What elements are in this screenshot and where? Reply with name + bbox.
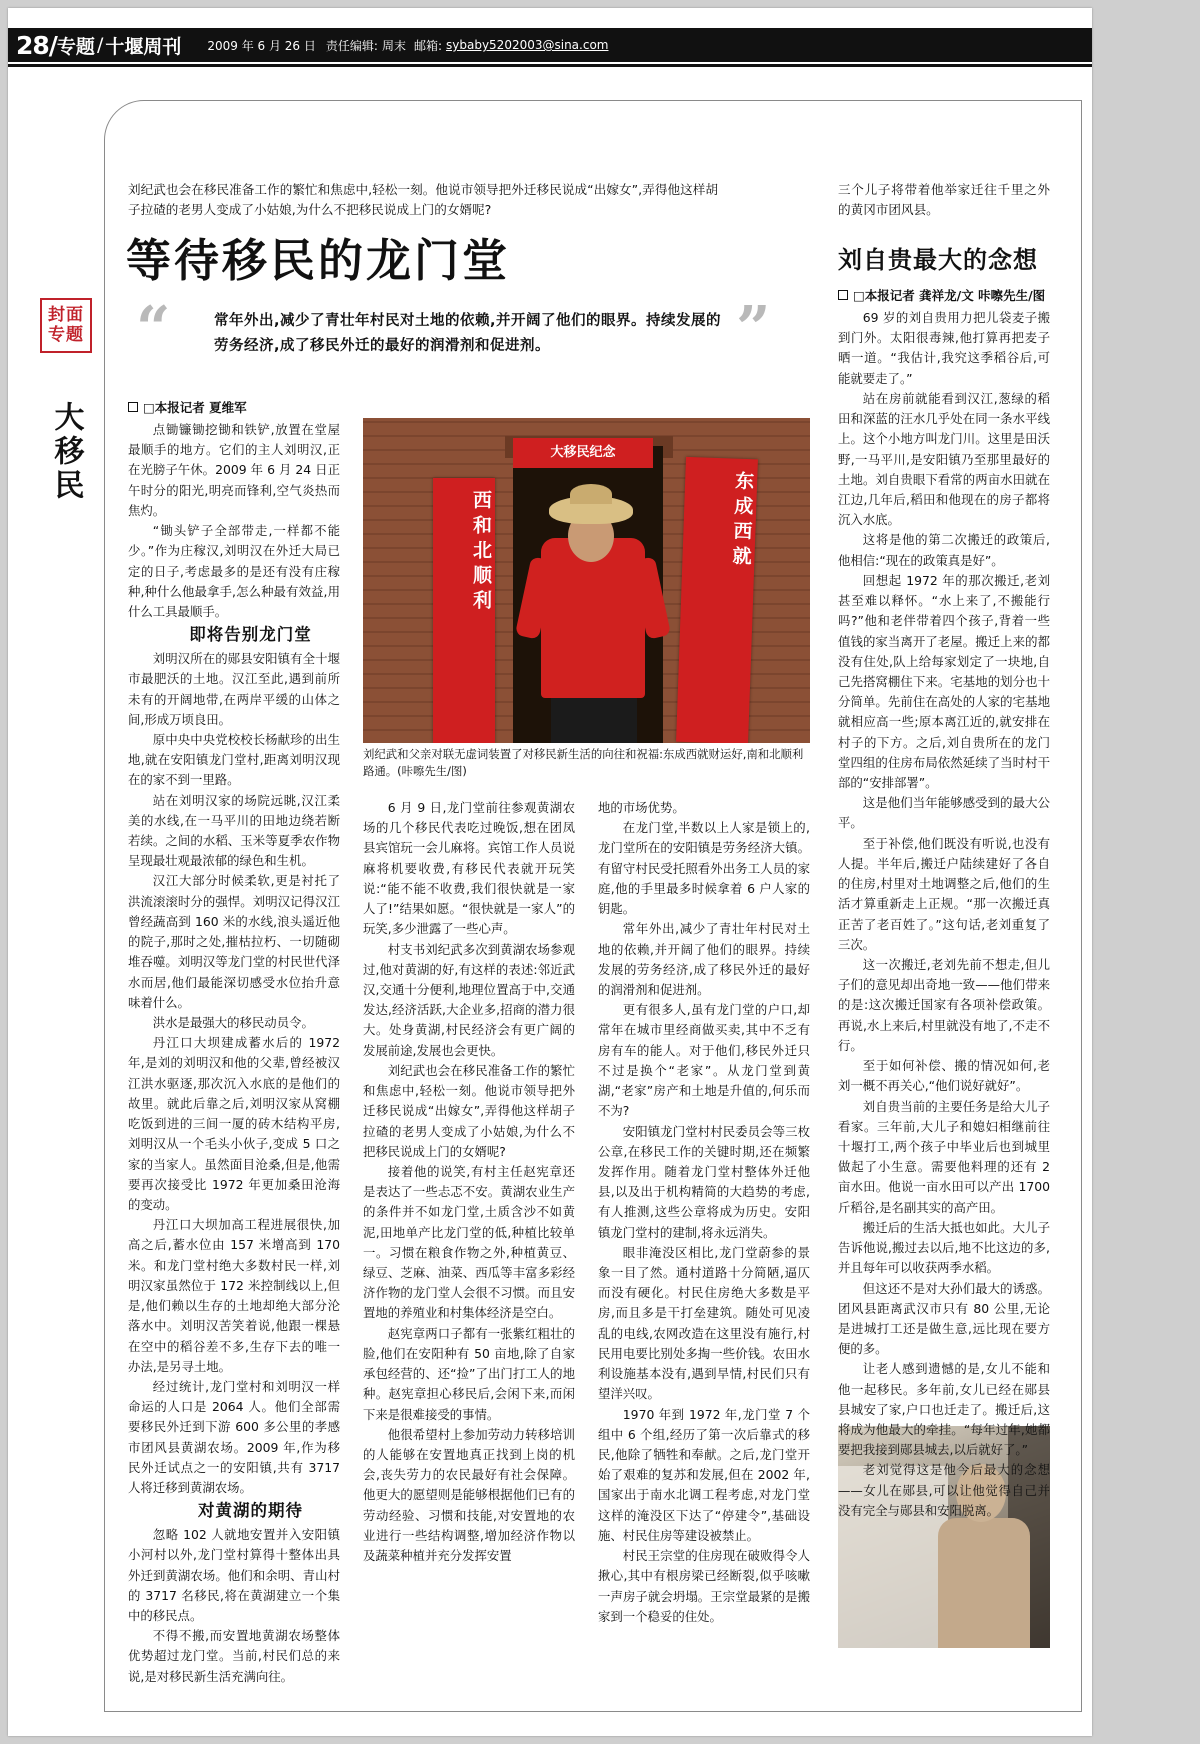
paragraph: 安阳镇龙门堂村村民委员会等三枚公章,在移民工作的关键时期,还在频繁发挥作用。随着龙门堂村整体外迁他县,以及出于机构精简的大趋势的考虑,有人推测,这些公章将成为历史。安阳镇龙门堂村的建制,将永远消失。 [598, 1123, 810, 1240]
paragraph: 汉江大部分时候柔软,更是衬托了洪流滚滚时分的强悍。刘明汉记得汉江曾经蔬高到 160 米的水线,浪头遥近他的院子,那时之处,摧枯拉朽、一切随砌堆吞噬。刘明汉等龙门堂的村民世代泽水而居,他们最能深切感受水位抬升意味着什么。 [128, 873, 340, 1010]
paragraph: 接着他的说笑,有村主任赵宪章还是表达了一些忐忑不安。黄湖农业生产的条件并不如龙门堂,土质含沙不如黄泥,田地单产比龙门堂的低,种植比较单一。习惯在粮食作物之外,种植黄豆、绿豆、芝麻、油菜、西瓜等丰富多彩经济作物的龙门堂人会很不习惯。而且安置地的养殖业和村集体经济是空白。 [363, 1163, 575, 1321]
paragraph: 但这还不是对大孙们最大的诱惑。团风县距离武汉市只有 80 公里,无论是进城打工还是做生意,远比现在要方便的多。 [838, 1280, 1050, 1357]
paragraph: 丹江口大坝加高工程进展很快,加高之后,蓄水位由 157 米增高到 170 米。和龙门堂村绝大多数村民一样,刘明汉家虽然位于 172 米控制线以上,但是,他们赖以生存的土地却绝大部分沦落水中。刘明汉苦笑着说,他跟一棵悬在空中的稻谷差不多,生存下去的唯一办法,是另寻土地。 [128, 1217, 340, 1374]
paragraph: 站在刘明汉家的场院远眺,汉江柔美的水线,在一马平川的田地边绕若断若续。之间的水稻、玉米等夏季农作物呈现最壮观最浓郁的绿色和生机。 [128, 792, 340, 869]
masthead-separator: / [96, 34, 104, 56]
paragraph: 地的市场优势。 [598, 800, 685, 815]
quote-open-icon: “ [136, 294, 171, 364]
paragraph: 让老人感到遗憾的是,女儿不能和他一起移民。多年前,女儿已经在郧县县城安了家,户口也迁走了。搬迁后,这将成为他最大的牵挂。“每年过年,她都要把我接到郧县城去,以后就好了。” [838, 1361, 1050, 1458]
paragraph: 这是他们当年能够感受到的最大公平。 [838, 795, 1050, 831]
secondary-photo-person-body [938, 1518, 1030, 1648]
paragraph: 在龙门堂,半数以上人家是锁上的,龙门堂所在的安阳镇是劳务经济大镇。有留守村民受托照看外出务工人员的家庭,他的手里最多时候拿着 6 户人家的钥匙。 [598, 820, 810, 917]
subheading-1: 即将告别龙门堂 [189, 625, 312, 645]
section-name: 专题 [56, 35, 95, 58]
paragraph: 站在房前就能看到汉江,葱绿的稻田和深蓝的汪水几乎处在同一条水平线上。这个小地方叫龙门川。这里是田沃野,一马平川,是安阳镇乃至那里最好的土地。刘自贵眼下看常的两亩水田就在江边,几年后,稻田和他现在的房子都将沉入水底。 [838, 390, 1050, 528]
paragraph: 洪水是最强大的移民动员令。 [152, 1015, 314, 1031]
byline-marker-icon [128, 402, 138, 412]
body-column-2 [363, 798, 575, 1566]
body-column-4 [838, 308, 1050, 1521]
byline-right-text: □本报记者 龚祥龙/文 咔嚓先生/图 [853, 288, 1046, 303]
issue-date: 2009 年 6 月 26 日 [207, 38, 316, 53]
mail-label: 邮箱: [413, 38, 442, 53]
main-photo-caption: 刘纪武和父亲对联无虚词装置了对移民新生活的向往和祝福:东成西就财运好,南和北顺利路通。(咔嚓先生/图) [363, 747, 804, 778]
paragraph: 他很希望村上参加劳动力转移培训的人能够在安置地真正找到上岗的机会,丧失劳力的农民最好有社会保障。他更大的愿望则是能够根据他们已有的劳动经验、习惯和技能,对安置地的农业进行一些结构调整,增加经济作物以及蔬菜种植并充分发挥安置 [363, 1426, 575, 1564]
paragraph: 1970 年到 1972 年,龙门堂 7 个组中 6 个组,经历了第一次后靠式的移民,他除了牺牲和奉献。之后,龙门堂开始了艰难的复苏和发展,但在 2002 年,国家出于南水北调工程考虑,对龙门堂这样的淹没区下达了“停建令”,基础设施、村民住房等建设被禁止。 [598, 1406, 810, 1543]
paragraph: 不得不搬,而安置地黄湖农场整体优势超过龙门堂。当前,村民们总的来说,是对移民新生活充满向往。 [128, 1628, 340, 1684]
cover-topic-box: 封面专题 [40, 298, 92, 353]
paragraph: 刘自贵当前的主要任务是给大儿子看家。三年前,大儿子和媳妇相继前往十堰打工,两个孩子中毕业后也到城里做起了小生意。需要他料理的还有 2 亩水田。他说一亩水田可以产出 1700 斤稻谷,是名副其实的高产田。 [838, 1098, 1050, 1215]
paragraph: 丹江口大坝建成蓄水后的 1972 年,是刘的刘明汉和他的父辈,曾经被汉江洪水驱逐,那次沉入水底的是他们的故里。就此后靠之后,刘明汉家从窝棚吃饭到进的三间一厦的砖木结构平房,刘明汉从一个毛头小伙子,变成 5 口之家的当家人。虽然面目沧桑,但是,他需要再次接受比 1972 年更加桑田沧海的变动。 [128, 1035, 340, 1212]
right-article-lead: 三个儿子将带着他举家迁往千里之外的黄冈市团风县。 [838, 182, 1050, 218]
paragraph: 这将是他的第二次搬迁的政策后,他相信:“现在的政策真是好”。 [838, 532, 1050, 568]
paragraph: 刘明汉所在的郧县安阳镇有全十堰市最肥沃的土地。汉江至此,遇到前所未有的开阔地带,在两岸平缓的山体之间,形成万顷良田。 [128, 651, 340, 727]
cover-topic-label [36, 298, 96, 537]
quote-close-icon: ” [736, 294, 771, 364]
byline-right [838, 286, 1045, 304]
page-number: 28/ [16, 30, 57, 60]
paragraph: 这一次搬迁,老刘先前不想走,但儿子们的意见却出奇地一致——他们带来的是:这次搬迁国家有各项补偿政策。再说,水上来后,村里就没有地了,不走不行。 [838, 957, 1050, 1053]
body-column-3 [598, 798, 810, 1627]
paragraph: 至于如何补偿、搬的情况如何,老刘一概不再关心,“他们说好就好”。 [838, 1058, 1050, 1094]
paragraph: 69 岁的刘自贵用力把儿袋麦子搬到门外。太阳很毒辣,他打算再把麦子晒一道。“我估计,我究这季稻谷后,可能就要走了。” [838, 310, 1050, 386]
pull-quote [136, 294, 786, 373]
photo-banner-top-text: 大移民纪念 [550, 445, 616, 460]
editor-name: 周末 [381, 38, 406, 53]
article-lead: 刘纪武也会在移民准备工作的繁忙和焦虑中,轻松一刻。他说市领导把外迁移民说成“出嫁女”,弄得他这样胡子拉碴的老男人变成了小姑娘,为什么不把移民说成上门的女婿呢? [128, 182, 718, 218]
photo-banner-left-text: 西和北顺利 [470, 490, 492, 615]
photo-banner-left [433, 478, 495, 743]
paragraph: 原中央中央党校校长杨献珍的出生地,就在安阳镇龙门堂村,距离刘明汉现在的家不到一里路。 [128, 731, 340, 788]
photo-person-body [541, 538, 645, 698]
subheading-2: 对黄湖的期待 [198, 1501, 303, 1521]
paragraph: 村支书刘纪武多次到黄湖农场参观过,他对黄湖的好,有这样的表述:邻近武汉,交通十分便利,地理位置高于中,交通发达,经济活跃,大企业多,招商的潜力很大。处身黄湖,村民经济会有更广阔的发展前途,发展也会更快。 [363, 941, 575, 1058]
paragraph: 搬迁后的生活大抵也如此。大儿子告诉他说,搬过去以后,地不比这边的多,并且每年可以收获两季水稻。 [838, 1219, 1050, 1276]
paragraph: 刘纪武也会在移民准备工作的繁忙和焦虑中,轻松一刻。他说市领导把外迁移民说成“出嫁女”,弄得他这样胡子拉碴的老男人变成了小姑娘,为什么不把移民说成上门的女婿呢? [363, 1062, 575, 1159]
masthead-rule [8, 64, 1092, 67]
photo-banner-top [513, 438, 653, 468]
paragraph: 忽略 102 人就地安置并入安阳镇小河村以外,龙门堂村算得十整体出具外迁到黄湖农场。他们和余明、青山村的 3717 名移民,将在黄湖建立一个集中的移民点。 [128, 1527, 340, 1624]
paragraph: 点锄镰锄挖锄和铁铲,放置在堂屋最顺手的地方。它们的主人刘明汉,正在光膀子午休。2009 年 6 月 24 日正午时分的阳光,明亮而锋利,空气炎热而焦灼。 [128, 422, 340, 518]
magazine-name: 十堰周刊 [105, 35, 182, 58]
right-article-title: 刘自贵最大的念想 [838, 246, 1038, 274]
editor-email[interactable]: sybaby5202003@sina.com [446, 38, 609, 52]
newspaper-page [8, 8, 1092, 1736]
photo-person-hat-crown [570, 484, 612, 504]
paragraph: 经过统计,龙门堂村和刘明汉一样命运的人口是 2064 人。他们全部需要移民外迁到下游 600 多公里的孝感市团风县黄湖农场。2009 年,作为移民外迁试点之一的安阳镇,共有 3717 人将迁移到黄湖农场。 [128, 1378, 340, 1496]
paragraph: 6 月 9 日,龙门堂前往参观黄湖农场的几个移民代表吃过晚饭,想在团凤县宾馆玩一会儿麻将。宾馆工作人员说麻将机要收费,有移民代表就开玩笑说:“能不能不收费,我们很快就是一家人了!”结果如愿。“很快就是一家人”的玩笑,多少泄露了一些心声。 [363, 800, 575, 937]
cover-topic-title: 大移民 [48, 401, 84, 504]
paragraph: 更有很多人,虽有龙门堂的户口,却常年在城市里经商做买卖,其中不乏有房有车的能人。对于他们,移民外迁只不过是换个“老家”。从龙门堂到黄湖,“老家”房产和土地是升值的,何乐而不为? [598, 1002, 810, 1119]
main-photo [363, 418, 810, 743]
paragraph: 赵宪章两口子都有一张紫红粗壮的脸,他们在安阳种有 50 亩地,除了自家承包经营的、还“捡”了出门打工人的地种。赵宪章担心移民后,会闲下来,而闲下来是很难接受的事情。 [363, 1325, 575, 1422]
masthead [8, 28, 1092, 62]
photo-banner-right [676, 457, 758, 743]
pull-quote-text: 常年外出,减少了青壮年村民对土地的依赖,并开阔了他们的眼界。持续发展的劳务经济,成了移民外迁的最好的润滑剂和促进剂。 [214, 313, 722, 355]
photo-banner-right-text: 东成西就 [729, 470, 755, 572]
paragraph: 回想起 1972 年的那次搬迁,老刘甚至难以释怀。“水上来了,不搬能行吗?”他和老伴带着四个孩子,背着一些值钱的家当离开了老屋。搬迁上来的都没有住处,队上给每家划定了一块地,自己先搭窝棚住下来。宅基地的划分也十分简单。先前住在高处的人家的宅基地就相应高一些;原本离江近的,就安排在村子的下方。之后,刘自贵所在的龙门堂四组的住房布局依然延续了当时村干部的“安排部署”。 [838, 572, 1050, 791]
body-column-1 [128, 420, 340, 1687]
paragraph: 眼非淹没区相比,龙门堂蔚参的景象一目了然。通村道路十分简陋,逼仄而没有硬化。村民住房绝大多数是平房,而且多是干打垒建筑。随处可见凌乱的电线,农网改造在这里没有施行,村民用电要比别处多掏一些价钱。农田水利设施基本没有,遇到旱情,村民们只有望洋兴叹。 [598, 1244, 810, 1402]
byline-left-text: □本报记者 夏维军 [143, 400, 247, 415]
paragraph: 常年外出,减少了青壮年村民对土地的依赖,并开阔了他们的眼界。持续发展的劳务经济,成了移民外迁的最好的润滑剂和促进剂。 [598, 921, 810, 997]
byline-marker-icon [838, 290, 848, 300]
byline-left [128, 398, 247, 416]
paragraph: 至于补偿,他们既没有听说,也没有人提。半年后,搬迁户陆续建好了各自的住房,村里对土地调整之后,他们的生活才算重新走上正规。“那一次搬迁真正苦了老百姓了。”这句话,老刘重复了三次。 [838, 835, 1050, 952]
paragraph: “锄头铲子全部带走,一样都不能少。”作为庄稼汉,刘明汉在外迁大局已定的日子,考虑最多的是还有没有庄稼种,种什么他最拿手,怎么种最有效益,用什么工具最顺手。 [128, 523, 340, 619]
editor-label: 责任编辑: [325, 38, 378, 53]
paragraph: 老刘觉得这是他今后最大的念想——女儿在郧县,可以让他觉得自己并没有完全与郧县和安阳脱离。 [838, 1462, 1050, 1518]
paragraph: 村民王宗堂的住房现在破败得令人揪心,其中有根房梁已经断裂,似乎咳嗽一声房子就会坍塌。王宗堂最紧的是搬家到一个稳妥的住处。 [598, 1548, 810, 1624]
page-title: 等待移民的龙门堂 [126, 234, 511, 287]
